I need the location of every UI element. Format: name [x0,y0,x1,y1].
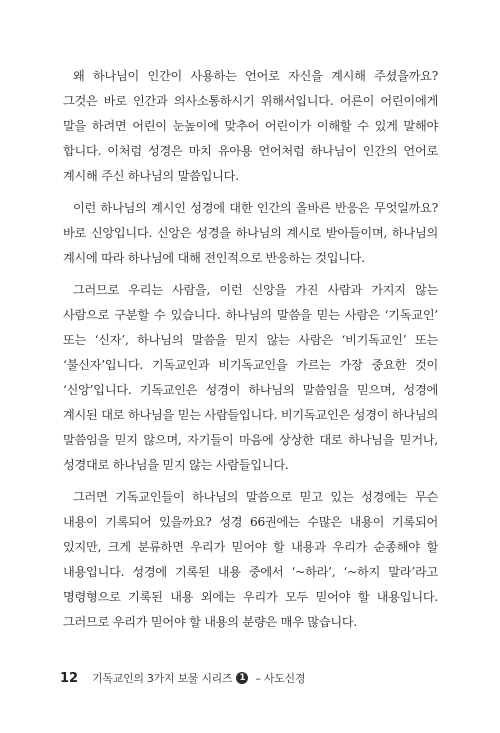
paragraph: 그러므로 우리는 사람을, 이런 신앙을 가진 사람과 가지지 않는 사람으로 구분할 수 있습니다. 하나님의 말씀을 믿는 사람은 ‘기독교인’ 또는 ‘신자’, 하나님의 말씀을 믿지 않는 사람은 ‘비기독교인’ 또는 ‘불신자’입니다. 기독교인과 비기독교인을 가르는 가장 중요한 것이 ‘신앙’입니다. 기독교인은 성경이 하나님의 말씀임을 믿으며, 성경에 계시된 대로 하나님을 믿는 사람들입니다. 비기독교인은 성경이 하나님의 말씀임을 믿지 않으며, 자기들이 마음에 상상한 대로 하나님을 믿거나, 성경대로 하나님을 믿지 않는 사람들입니다. [63,283,438,472]
paragraph: 왜 하나님이 인간이 사용하는 언어로 자신을 계시해 주셨을까요? 그것은 바로 인간과 의사소통하시기 위해서입니다. 어른이 어린이에게 말을 하려면 어린이 눈높이에 맞추어 어린이가 이해할 수 있게 말해야 합니다. 이처럼 성경은 마치 유아용 언어처럼 하나님이 인간의 언어로 계시해 주신 하나님의 말씀입니다. [63,69,438,183]
running-title-series: 기독교인의 3가지 보물 시리즈 [92,672,233,685]
running-title [92,670,305,686]
page-body [63,64,438,642]
paragraph: 이런 하나님의 계시인 성경에 대한 인간의 올바른 반응은 무엇일까요? 바로 신앙입니다. 신앙은 성경을 하나님의 계시로 받아들이며, 하나님의 계시에 따라 하나님에 대해 전인적으로 반응하는 것입니다. [63,201,438,265]
paragraph: 그러면 기독교인들이 하나님의 말씀으로 믿고 있는 성경에는 무슨 내용이 기록되어 있을까요? 성경 66권에는 수많은 내용이 기록되어 있지만, 크게 분류하면 우리가 믿어야 할 내용과 우리가 순종해야 할 내용입니다. 성경에 기록된 내용 중에서 ‘~하라’, ‘~하지 말라’라고 명령형으로 기록된 내용 외에는 우리가 모두 믿어야 할 내용입니다. 그러므로 우리가 믿어야 할 내용의 분량은 매우 많습니다. [63,490,438,629]
page-footer [60,668,305,688]
running-title-subtitle: – 사도신경 [252,672,306,685]
page-number: 12 [60,670,79,686]
series-number-badge: 1 [236,672,248,684]
